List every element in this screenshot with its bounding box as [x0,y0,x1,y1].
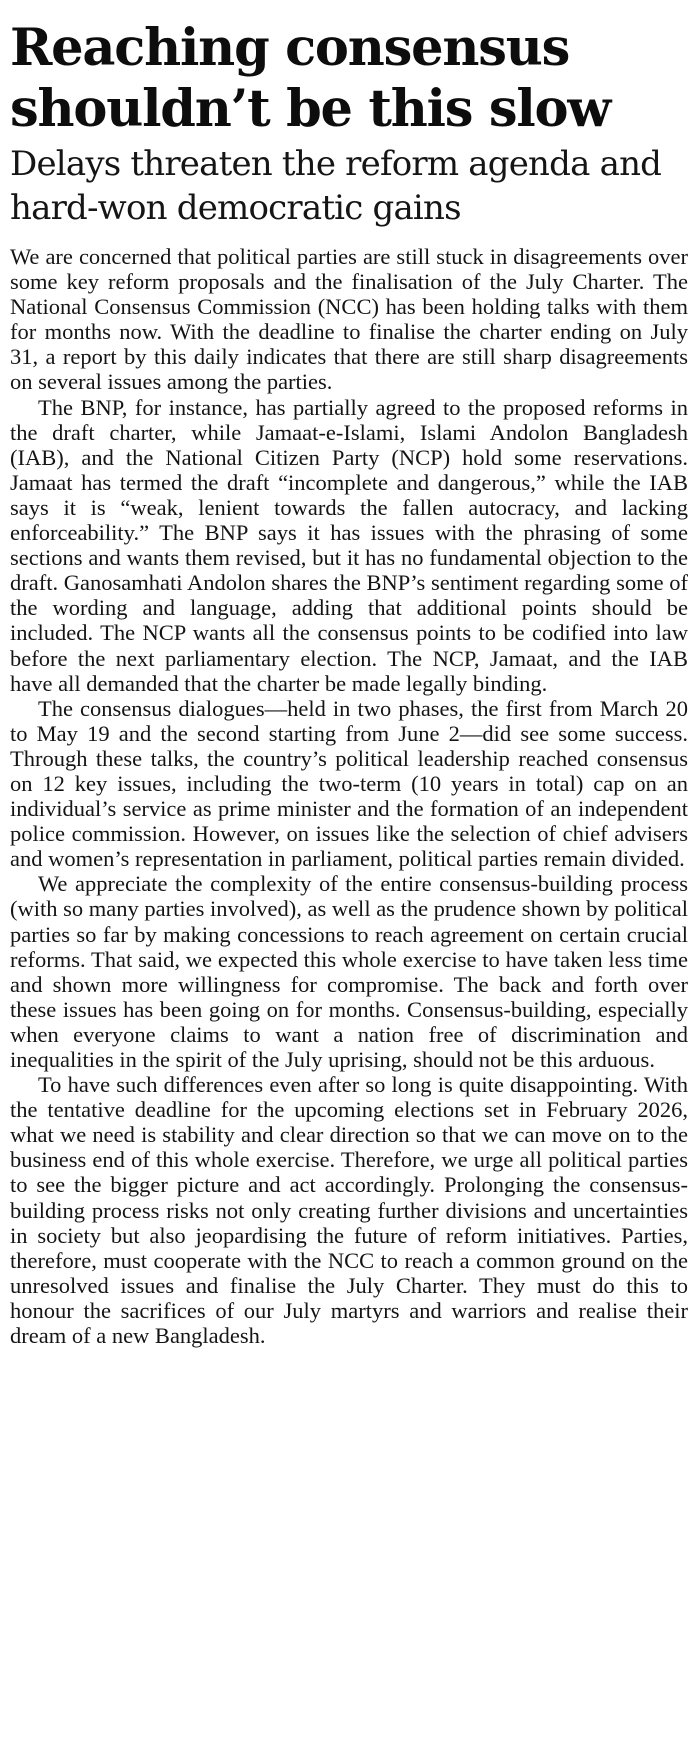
paragraph-2: The BNP, for instance, has partially agreed to the proposed reforms in the draft charter, while Jamaat-e-Islami, Islami Andolon Bangladesh (IAB), and the National Citizen Party (NCP) hold some reservations. Jamaat has termed the draft “incomplete and dangerous,” while the IAB says it is “weak, lenient towards the fallen autocracy, and lacking enforceability.” The BNP says it has issues with the phrasing of some sections and wants them revised, but it has no fundamental objection to the draft. Ganosamhati Andolon shares the BNP’s sentiment regarding some of the wording and language, adding that additional points should be included. The NCP wants all the consensus points to be codified into law before the next parliamentary election. The NCP, Jamaat, and the IAB have all demanded that the charter be made legally binding. [10,394,688,696]
paragraph-1: We are concerned that political parties are still stuck in disagreements over some key reform proposals and the finalisation of the July Charter. The National Consensus Commission (NCC) has been holding talks with them for months now. With the deadline to finalise the charter ending on July 31, a report by this daily indicates that there are still sharp disagreements on several issues among the parties. [10,244,688,395]
paragraph-4: We appreciate the complexity of the entire consensus-building process (with so many parties involved), as well as the prudence shown by political parties so far by making concessions to reach agreement on certain crucial reforms. That said, we expected this whole exercise to have taken less time and shown more willingness for compromise. The back and forth over these issues has been going on for months. Consensus-building, especially when everyone claims to want a nation free of discrimination and inequalities in the spirit of the July uprising, should not be this arduous. [10,871,688,1072]
paragraph-3: The consensus dialogues—held in two phases, the first from March 20 to May 19 and the second starting from June 2—did see some success. Through these talks, the country’s political leadership reached consensus on 12 key issues, including the two-term (10 years in total) cap on an individual’s service as prime minister and the formation of an independent police commission. However, on issues like the selection of chief advisers and women’s representation in parliament, political parties remain divided. [10,695,688,872]
article-body [10,244,688,1348]
subheadline: Delays threaten the reform agenda and hard-won democratic gains [10,144,662,228]
headline: Reaching consensus shouldn’t be this slow [10,18,611,139]
paragraph-5: To have such differences even after so long is quite disappointing. With the tentative deadline for the upcoming elections set in February 2026, what we need is stability and clear direction so that we can move on to the business end of this whole exercise. Therefore, we urge all political parties to see the bigger picture and act accordingly. Prolonging the consensus-building process risks not only creating further divisions and uncertainties in society but also jeopardising the future of reform initiatives. Parties, therefore, must cooperate with the NCC to reach a common ground on the unresolved issues and finalise the July Charter. They must do this to honour the sacrifices of our July martyrs and warriors and realise their dream of a new Bangladesh. [10,1072,688,1349]
